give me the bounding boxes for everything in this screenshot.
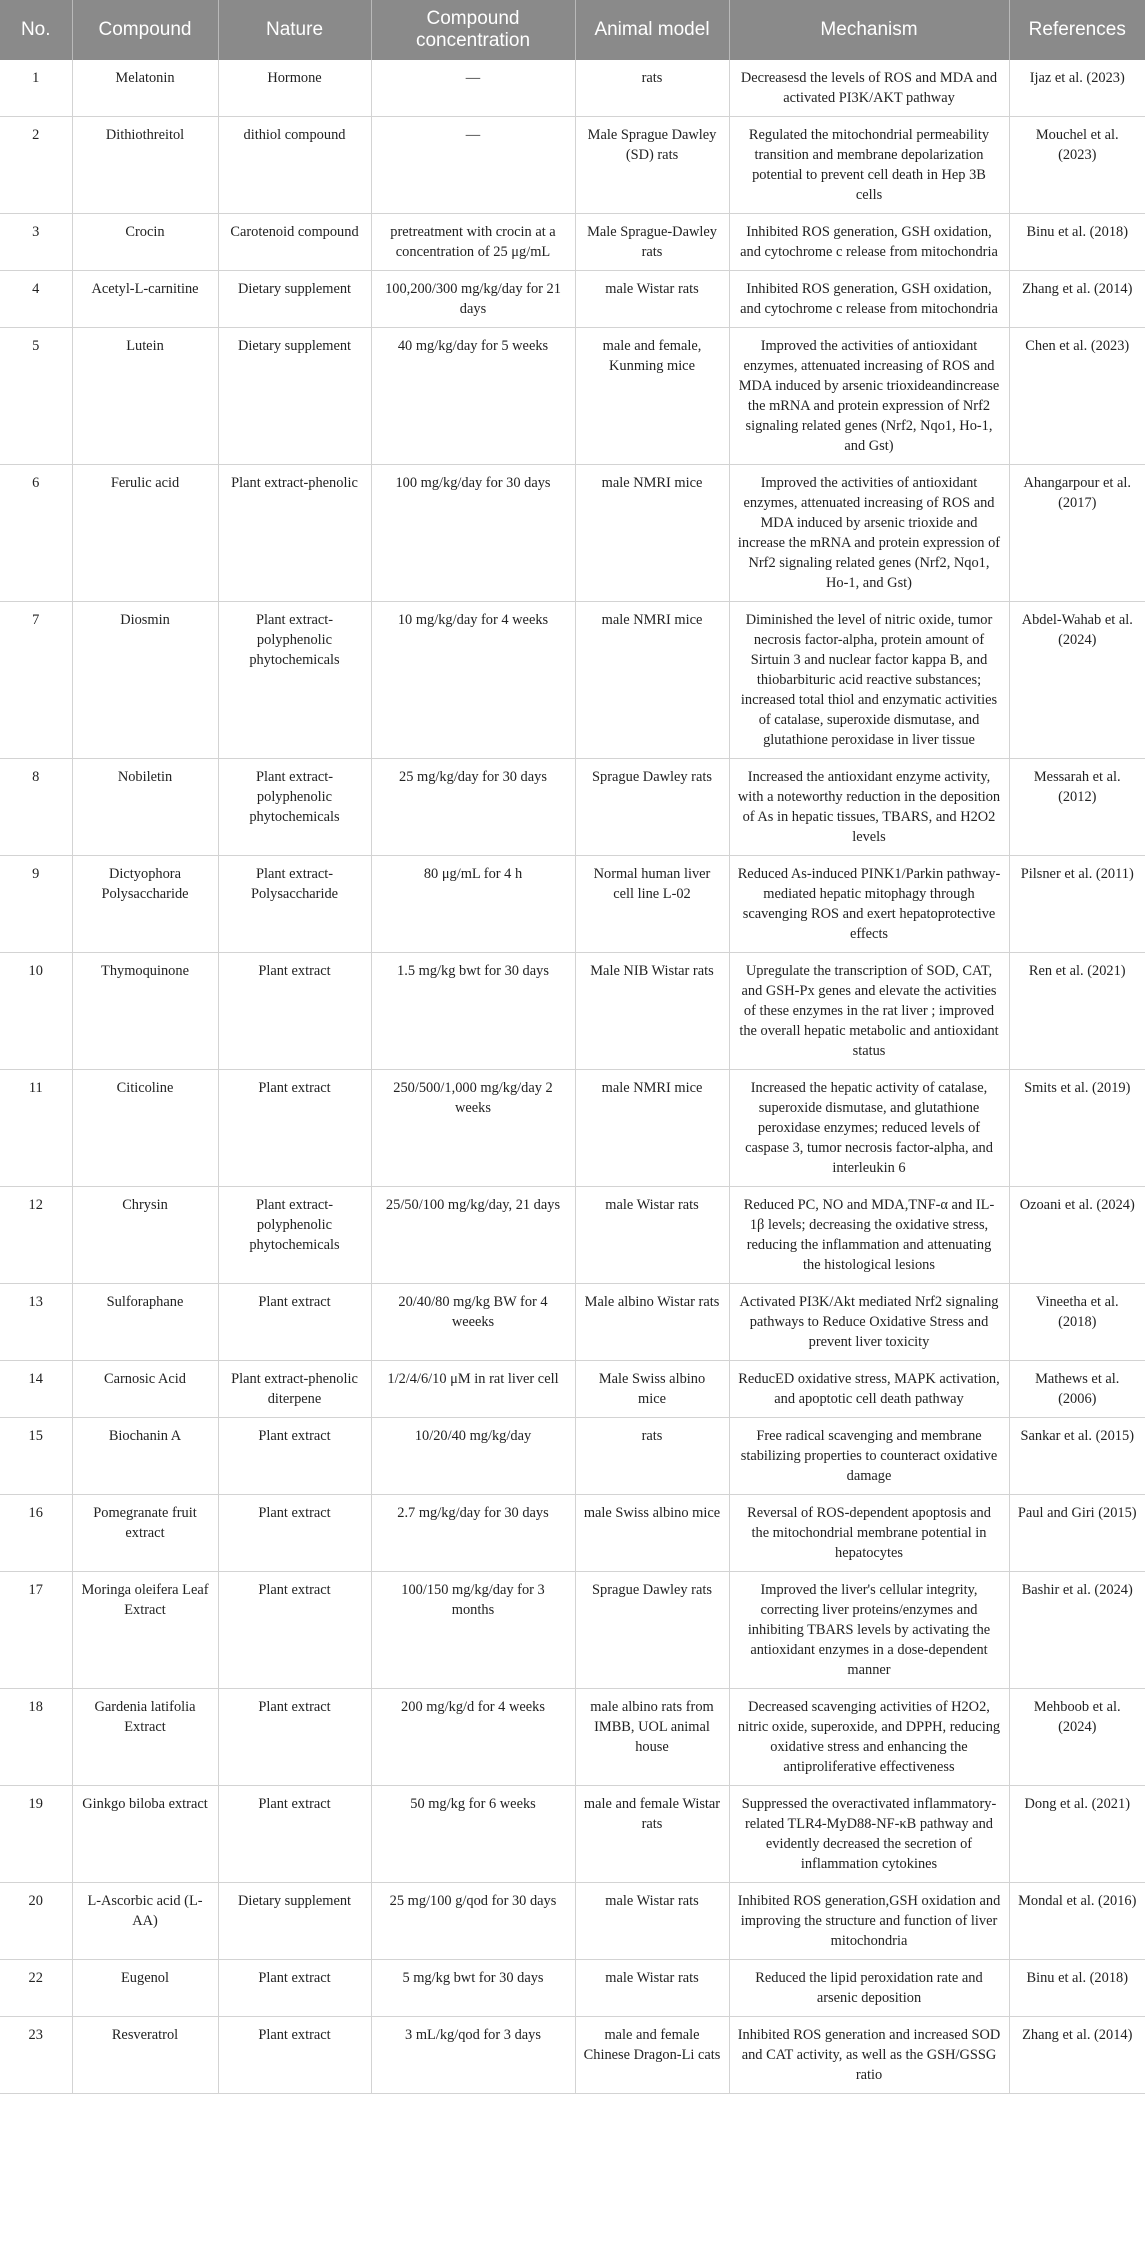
- cell-mechanism: Reduced PC, NO and MDA,TNF-α and IL-1β levels; decreasing the oxidative stress, reducing the inflammation and attenuating the histological lesions: [729, 1187, 1009, 1284]
- cell-nature: Plant extract-phenolic diterpene: [218, 1361, 371, 1418]
- cell-references: Ozoani et al. (2024): [1009, 1187, 1145, 1284]
- cell-animal-model: male Wistar rats: [575, 1883, 729, 1960]
- cell-animal-model: male and female Chinese Dragon-Li cats: [575, 2017, 729, 2094]
- cell-concentration: 2.7 mg/kg/day for 30 days: [371, 1495, 575, 1572]
- cell-mechanism: Increased the hepatic activity of catalase, superoxide dismutase, and glutathione peroxidase enzymes; reduced levels of caspase 3, tumor necrosis factor-alpha, and interleukin 6: [729, 1070, 1009, 1187]
- cell-mechanism: Improved the activities of antioxidant enzymes, attenuated increasing of ROS and MDA induced by arsenic trioxideandincrease the mRNA and protein expression of Nrf2 signaling related genes (Nrf2, Nqo1, Ho-1, and Gst): [729, 328, 1009, 465]
- cell-no: 12: [0, 1187, 72, 1284]
- cell-compound: Citicoline: [72, 1070, 218, 1187]
- cell-no: 11: [0, 1070, 72, 1187]
- cell-no: 5: [0, 328, 72, 465]
- cell-no: 15: [0, 1418, 72, 1495]
- cell-nature: Plant extract: [218, 1495, 371, 1572]
- cell-compound: Biochanin A: [72, 1418, 218, 1495]
- cell-no: 6: [0, 465, 72, 602]
- cell-references: Zhang et al. (2014): [1009, 2017, 1145, 2094]
- cell-mechanism: Diminished the level of nitric oxide, tumor necrosis factor-alpha, protein amount of Sirtuin 3 and nuclear factor kappa B, and thiobarbituric acid reactive substances; increased total thiol and enzymatic activities of catalase, superoxide dismutase, and glutathione peroxidase in liver tissue: [729, 602, 1009, 759]
- cell-nature: Plant extract: [218, 1689, 371, 1786]
- table-row: [0, 1284, 1145, 1361]
- cell-mechanism: Regulated the mitochondrial permeability transition and membrane depolarization potential to prevent cell death in Hep 3B cells: [729, 117, 1009, 214]
- cell-no: 22: [0, 1960, 72, 2017]
- table-row: [0, 465, 1145, 602]
- cell-no: 8: [0, 759, 72, 856]
- cell-mechanism: Increased the antioxidant enzyme activity, with a noteworthy reduction in the deposition of As in hepatic tissues, TBARS, and H2O2 levels: [729, 759, 1009, 856]
- cell-nature: Dietary supplement: [218, 271, 371, 328]
- cell-references: Mehboob et al. (2024): [1009, 1689, 1145, 1786]
- cell-concentration: 1/2/4/6/10 μM in rat liver cell: [371, 1361, 575, 1418]
- cell-mechanism: Reduced the lipid peroxidation rate and arsenic deposition: [729, 1960, 1009, 2017]
- cell-references: Mathews et al. (2006): [1009, 1361, 1145, 1418]
- cell-mechanism: Improved the activities of antioxidant enzymes, attenuated increasing of ROS and MDA induced by arsenic trioxide and increase the mRNA and protein expression of Nrf2 signaling related genes (Nrf2, Nqo1, Ho-1, and Gst): [729, 465, 1009, 602]
- table-row: [0, 1070, 1145, 1187]
- cell-mechanism: Free radical scavenging and membrane stabilizing properties to counteract oxidative damage: [729, 1418, 1009, 1495]
- cell-animal-model: male NMRI mice: [575, 1070, 729, 1187]
- cell-animal-model: male albino rats from IMBB, UOL animal house: [575, 1689, 729, 1786]
- cell-no: 3: [0, 214, 72, 271]
- cell-compound: Resveratrol: [72, 2017, 218, 2094]
- cell-compound: Crocin: [72, 214, 218, 271]
- cell-references: Ren et al. (2021): [1009, 953, 1145, 1070]
- cell-concentration: 50 mg/kg for 6 weeks: [371, 1786, 575, 1883]
- cell-concentration: —: [371, 117, 575, 214]
- cell-concentration: 100,200/300 mg/kg/day for 21 days: [371, 271, 575, 328]
- table-row: [0, 1495, 1145, 1572]
- cell-compound: Acetyl-L-carnitine: [72, 271, 218, 328]
- cell-animal-model: Sprague Dawley rats: [575, 759, 729, 856]
- cell-nature: Plant extract-polyphenolic phytochemicals: [218, 602, 371, 759]
- cell-animal-model: Normal human liver cell line L-02: [575, 856, 729, 953]
- cell-concentration: 25 mg/kg/day for 30 days: [371, 759, 575, 856]
- cell-concentration: 100/150 mg/kg/day for 3 months: [371, 1572, 575, 1689]
- cell-references: Bashir et al. (2024): [1009, 1572, 1145, 1689]
- cell-mechanism: Improved the liver's cellular integrity, correcting liver proteins/enzymes and inhibiting TBARS levels by activating the antioxidant enzymes in a dose-dependent manner: [729, 1572, 1009, 1689]
- header-no: No.: [0, 0, 72, 60]
- cell-mechanism: Inhibited ROS generation, GSH oxidation, and cytochrome c release from mitochondria: [729, 214, 1009, 271]
- cell-compound: Lutein: [72, 328, 218, 465]
- cell-mechanism: Suppressed the overactivated inflammatory-related TLR4-MyD88-NF-κB pathway and evidently decreased the secretion of inflammation cytokines: [729, 1786, 1009, 1883]
- cell-references: Abdel-Wahab et al. (2024): [1009, 602, 1145, 759]
- cell-nature: Plant extract-polyphenolic phytochemicals: [218, 759, 371, 856]
- cell-animal-model: Male Sprague Dawley (SD) rats: [575, 117, 729, 214]
- header-references: References: [1009, 0, 1145, 60]
- table-row: [0, 602, 1145, 759]
- table-row: [0, 1786, 1145, 1883]
- cell-references: Ahangarpour et al. (2017): [1009, 465, 1145, 602]
- cell-references: Vineetha et al. (2018): [1009, 1284, 1145, 1361]
- cell-compound: Carnosic Acid: [72, 1361, 218, 1418]
- cell-animal-model: Male albino Wistar rats: [575, 1284, 729, 1361]
- header-animal-model: Animal model: [575, 0, 729, 60]
- cell-compound: Gardenia latifolia Extract: [72, 1689, 218, 1786]
- table-row: [0, 953, 1145, 1070]
- cell-animal-model: male and female Wistar rats: [575, 1786, 729, 1883]
- cell-animal-model: Male Sprague-Dawley rats: [575, 214, 729, 271]
- header-mechanism: Mechanism: [729, 0, 1009, 60]
- cell-no: 1: [0, 60, 72, 117]
- cell-animal-model: rats: [575, 60, 729, 117]
- cell-animal-model: Sprague Dawley rats: [575, 1572, 729, 1689]
- table-header: [0, 0, 1145, 60]
- table-row: [0, 117, 1145, 214]
- cell-nature: Plant extract: [218, 1284, 371, 1361]
- cell-compound: Nobiletin: [72, 759, 218, 856]
- table-row: [0, 214, 1145, 271]
- table-row: [0, 1960, 1145, 2017]
- cell-compound: Diosmin: [72, 602, 218, 759]
- cell-mechanism: Inhibited ROS generation and increased SOD and CAT activity, as well as the GSH/GSSG ratio: [729, 2017, 1009, 2094]
- cell-concentration: 200 mg/kg/d for 4 weeks: [371, 1689, 575, 1786]
- cell-no: 17: [0, 1572, 72, 1689]
- table-row: [0, 759, 1145, 856]
- cell-no: 13: [0, 1284, 72, 1361]
- cell-concentration: 250/500/1,000 mg/kg/day 2 weeks: [371, 1070, 575, 1187]
- cell-references: Ijaz et al. (2023): [1009, 60, 1145, 117]
- table-row: [0, 328, 1145, 465]
- cell-nature: Hormone: [218, 60, 371, 117]
- cell-nature: Plant extract: [218, 953, 371, 1070]
- cell-references: Messarah et al. (2012): [1009, 759, 1145, 856]
- cell-references: Zhang et al. (2014): [1009, 271, 1145, 328]
- cell-animal-model: Male NIB Wistar rats: [575, 953, 729, 1070]
- cell-concentration: 40 mg/kg/day for 5 weeks: [371, 328, 575, 465]
- cell-animal-model: male NMRI mice: [575, 602, 729, 759]
- cell-nature: Plant extract-Polysaccharide: [218, 856, 371, 953]
- cell-concentration: 3 mL/kg/qod for 3 days: [371, 2017, 575, 2094]
- cell-nature: dithiol compound: [218, 117, 371, 214]
- cell-nature: Plant extract: [218, 1786, 371, 1883]
- cell-concentration: 10 mg/kg/day for 4 weeks: [371, 602, 575, 759]
- header-row: [0, 0, 1145, 60]
- cell-no: 20: [0, 1883, 72, 1960]
- cell-mechanism: Decreased scavenging activities of H2O2, nitric oxide, superoxide, and DPPH, reducing oxidative stress and enhancing the antiproliferative effectiveness: [729, 1689, 1009, 1786]
- cell-mechanism: Decreasesd the levels of ROS and MDA and activated PI3K/AKT pathway: [729, 60, 1009, 117]
- cell-nature: Dietary supplement: [218, 1883, 371, 1960]
- cell-compound: Thymoquinone: [72, 953, 218, 1070]
- cell-mechanism: Activated PI3K/Akt mediated Nrf2 signaling pathways to Reduce Oxidative Stress and prevent liver toxicity: [729, 1284, 1009, 1361]
- cell-references: Paul and Giri (2015): [1009, 1495, 1145, 1572]
- header-nature: Nature: [218, 0, 371, 60]
- cell-animal-model: male Wistar rats: [575, 1960, 729, 2017]
- cell-compound: Ginkgo biloba extract: [72, 1786, 218, 1883]
- cell-compound: Pomegranate fruit extract: [72, 1495, 218, 1572]
- cell-nature: Plant extract-phenolic: [218, 465, 371, 602]
- header-compound: Compound: [72, 0, 218, 60]
- table-row: [0, 1883, 1145, 1960]
- cell-animal-model: male NMRI mice: [575, 465, 729, 602]
- cell-concentration: —: [371, 60, 575, 117]
- cell-compound: Moringa oleifera Leaf Extract: [72, 1572, 218, 1689]
- cell-animal-model: male Swiss albino mice: [575, 1495, 729, 1572]
- header-concentration: Compound concentration: [371, 0, 575, 60]
- table-row: [0, 2017, 1145, 2094]
- table-row: [0, 1572, 1145, 1689]
- table-row: [0, 271, 1145, 328]
- cell-no: 14: [0, 1361, 72, 1418]
- cell-nature: Plant extract-polyphenolic phytochemicals: [218, 1187, 371, 1284]
- cell-nature: Dietary supplement: [218, 328, 371, 465]
- cell-concentration: pretreatment with crocin at a concentration of 25 μg/mL: [371, 214, 575, 271]
- cell-nature: Carotenoid compound: [218, 214, 371, 271]
- table-row: [0, 1418, 1145, 1495]
- cell-animal-model: male and female, Kunming mice: [575, 328, 729, 465]
- cell-no: 10: [0, 953, 72, 1070]
- table-body: [0, 60, 1145, 2094]
- cell-animal-model: Male Swiss albino mice: [575, 1361, 729, 1418]
- cell-no: 23: [0, 2017, 72, 2094]
- table-row: [0, 1361, 1145, 1418]
- cell-nature: Plant extract: [218, 1418, 371, 1495]
- cell-no: 19: [0, 1786, 72, 1883]
- cell-compound: Dictyophora Polysaccharide: [72, 856, 218, 953]
- cell-compound: Melatonin: [72, 60, 218, 117]
- cell-mechanism: Reversal of ROS-dependent apoptosis and the mitochondrial membrane potential in hepatocytes: [729, 1495, 1009, 1572]
- cell-compound: Chrysin: [72, 1187, 218, 1284]
- cell-no: 2: [0, 117, 72, 214]
- cell-compound: Dithiothreitol: [72, 117, 218, 214]
- cell-references: Dong et al. (2021): [1009, 1786, 1145, 1883]
- cell-animal-model: male Wistar rats: [575, 271, 729, 328]
- cell-mechanism: ReducED oxidative stress, MAPK activation, and apoptotic cell death pathway: [729, 1361, 1009, 1418]
- cell-references: Chen et al. (2023): [1009, 328, 1145, 465]
- cell-nature: Plant extract: [218, 1070, 371, 1187]
- cell-concentration: 25/50/100 mg/kg/day, 21 days: [371, 1187, 575, 1284]
- cell-references: Sankar et al. (2015): [1009, 1418, 1145, 1495]
- cell-references: Binu et al. (2018): [1009, 1960, 1145, 2017]
- cell-no: 16: [0, 1495, 72, 1572]
- cell-references: Mouchel et al. (2023): [1009, 117, 1145, 214]
- cell-concentration: 20/40/80 mg/kg BW for 4 weeeks: [371, 1284, 575, 1361]
- cell-compound: L-Ascorbic acid (L-AA): [72, 1883, 218, 1960]
- cell-concentration: 80 μg/mL for 4 h: [371, 856, 575, 953]
- cell-references: Smits et al. (2019): [1009, 1070, 1145, 1187]
- cell-no: 18: [0, 1689, 72, 1786]
- table-row: [0, 1689, 1145, 1786]
- cell-mechanism: Upregulate the transcription of SOD, CAT, and GSH-Px genes and elevate the activities of these enzymes in the rat liver ; improved the overall hepatic metabolic and antioxidant status: [729, 953, 1009, 1070]
- cell-animal-model: rats: [575, 1418, 729, 1495]
- cell-mechanism: Inhibited ROS generation,GSH oxidation and improving the structure and function of liver mitochondria: [729, 1883, 1009, 1960]
- cell-no: 4: [0, 271, 72, 328]
- cell-no: 7: [0, 602, 72, 759]
- cell-nature: Plant extract: [218, 1960, 371, 2017]
- cell-nature: Plant extract: [218, 2017, 371, 2094]
- cell-references: Binu et al. (2018): [1009, 214, 1145, 271]
- cell-compound: Ferulic acid: [72, 465, 218, 602]
- cell-concentration: 100 mg/kg/day for 30 days: [371, 465, 575, 602]
- cell-no: 9: [0, 856, 72, 953]
- table-row: [0, 1187, 1145, 1284]
- cell-concentration: 25 mg/100 g/qod for 30 days: [371, 1883, 575, 1960]
- cell-mechanism: Reduced As-induced PINK1/Parkin pathway-mediated hepatic mitophagy through scavenging ROS and exert hepatoprotective effects: [729, 856, 1009, 953]
- cell-mechanism: Inhibited ROS generation, GSH oxidation, and cytochrome c release from mitochondria: [729, 271, 1009, 328]
- table-row: [0, 60, 1145, 117]
- cell-references: Mondal et al. (2016): [1009, 1883, 1145, 1960]
- cell-references: Pilsner et al. (2011): [1009, 856, 1145, 953]
- cell-compound: Eugenol: [72, 1960, 218, 2017]
- cell-concentration: 5 mg/kg bwt for 30 days: [371, 1960, 575, 2017]
- cell-animal-model: male Wistar rats: [575, 1187, 729, 1284]
- cell-concentration: 1.5 mg/kg bwt for 30 days: [371, 953, 575, 1070]
- cell-compound: Sulforaphane: [72, 1284, 218, 1361]
- cell-nature: Plant extract: [218, 1572, 371, 1689]
- table-row: [0, 856, 1145, 953]
- cell-concentration: 10/20/40 mg/kg/day: [371, 1418, 575, 1495]
